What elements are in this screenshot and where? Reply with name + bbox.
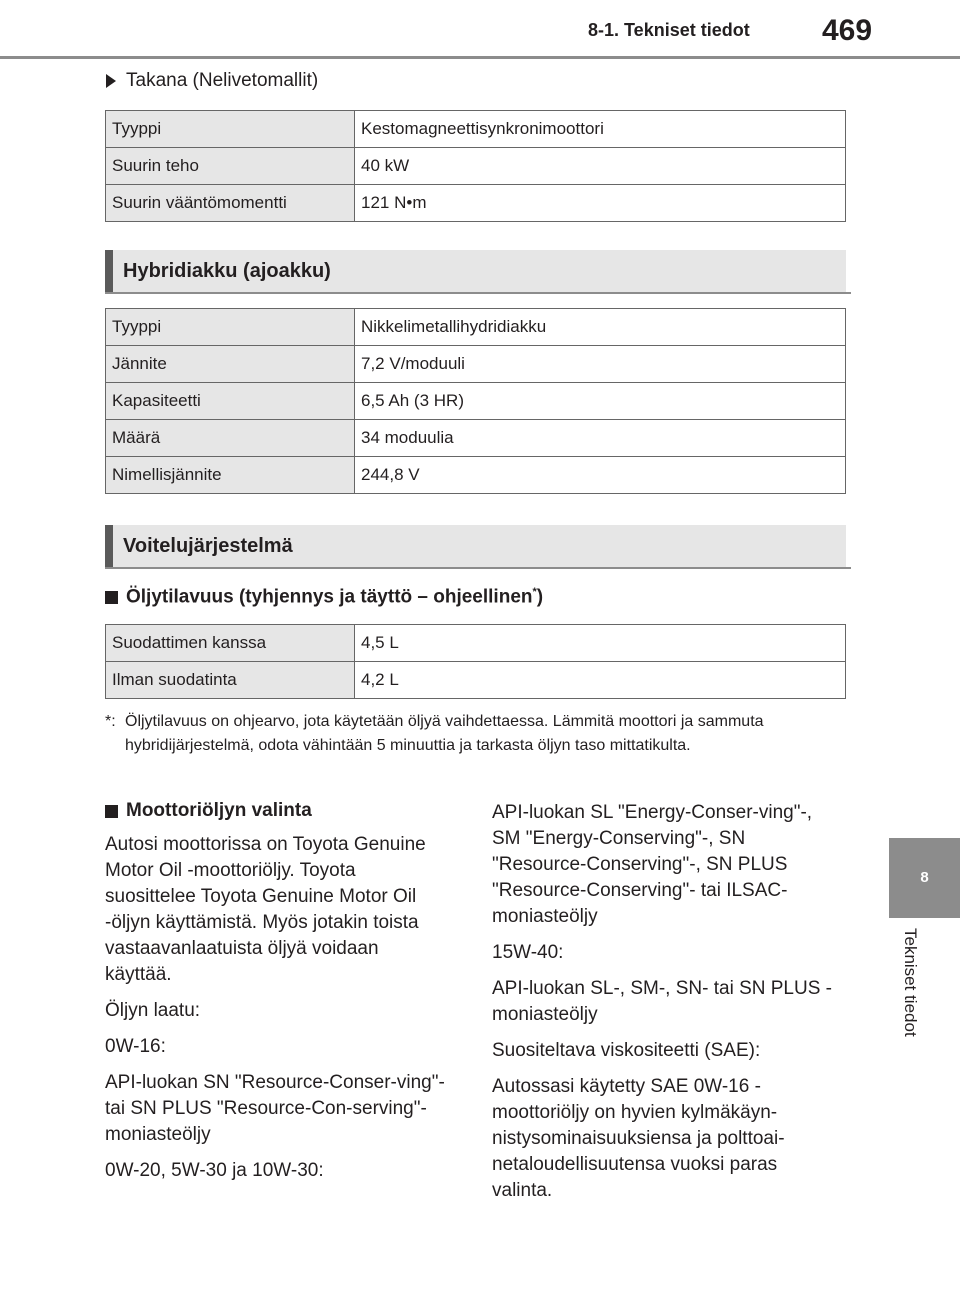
paragraph: Suositeltava viskositeetti (SAE):	[492, 1040, 761, 1061]
footnote-mark: *:	[105, 713, 116, 730]
spec-key: Tyyppi	[106, 111, 355, 148]
oil-left-column	[105, 832, 450, 1194]
spec-key: Määrä	[106, 420, 355, 457]
oil-right-column	[492, 800, 837, 1214]
arrow-right-icon	[106, 74, 116, 88]
footnote	[105, 710, 845, 758]
page-number: 469	[822, 14, 873, 47]
spec-key: Nimellisjännite	[106, 457, 355, 494]
table-row	[106, 148, 846, 185]
header-title: 8-1. Tekniset tiedot	[588, 20, 750, 40]
spec-value: 4,5 L	[355, 625, 846, 662]
spec-key: Jännite	[106, 346, 355, 383]
oil-capacity-table	[105, 624, 846, 699]
spec-value: 40 kW	[355, 148, 846, 185]
oil-selection-title: Moottoriöljyn valinta	[126, 800, 312, 821]
spec-key: Suurin teho	[106, 148, 355, 185]
spec-key: Suurin vääntömomentti	[106, 185, 355, 222]
paragraph: API-luokan SL "Energy-Conser-ving"-, SM "Energy-Conserving"-, SN "Resource-Conserving"-, SN PLUS "Resource-Conserving"- tai ILSAC-moniasteöljy	[492, 802, 813, 927]
lubrication-section-title: Voitelujärjestelmä	[105, 525, 846, 567]
table-row	[106, 662, 846, 699]
table-row	[106, 625, 846, 662]
spec-value: 4,2 L	[355, 662, 846, 699]
square-bullet-icon	[105, 805, 118, 818]
spec-key: Tyyppi	[106, 309, 355, 346]
chapter-label: Tekniset tiedot	[901, 928, 920, 1037]
spec-value: 121 N•m	[355, 185, 846, 222]
rear-motor-table	[105, 110, 846, 222]
table-row	[106, 185, 846, 222]
spec-key: Kapasiteetti	[106, 383, 355, 420]
table-row	[106, 383, 846, 420]
paragraph: API-luokan SL-, SM-, SN- tai SN PLUS -moniasteöljy	[492, 978, 832, 1025]
table-row	[106, 420, 846, 457]
section-rule	[105, 567, 851, 569]
header-rule	[0, 56, 960, 59]
oil-capacity-heading	[105, 586, 543, 608]
paragraph: 15W-40:	[492, 942, 564, 963]
oil-capacity-title: Öljytilavuus (tyhjennys ja täyttö – ohjeellinen	[126, 586, 533, 608]
spec-value: 244,8 V	[355, 457, 846, 494]
section-rule	[105, 292, 851, 294]
table-row	[106, 346, 846, 383]
paragraph: 0W-16:	[105, 1036, 166, 1057]
battery-table	[105, 308, 846, 494]
battery-section-title: Hybridiakku (ajoakku)	[105, 250, 846, 292]
spec-value: 34 moduulia	[355, 420, 846, 457]
table-row	[106, 457, 846, 494]
oil-capacity-title-end: )	[536, 586, 544, 608]
spec-value: Kestomagneettisynkronimoottori	[355, 111, 846, 148]
spec-key: Suodattimen kanssa	[106, 625, 355, 662]
paragraph: Öljyn laatu:	[105, 1000, 201, 1021]
spec-value: Nikkelimetallihydridiakku	[355, 309, 846, 346]
footnote-marker: *	[532, 586, 537, 598]
table-row	[106, 111, 846, 148]
paragraph: Autosi moottorissa on Toyota Genuine Motor Oil -moottoriöljy. Toyota suosittelee Toyota Genuine Motor Oil -öljyn käyttämistä. Myös jotakin toista vastaavanlaatuista öljyä voidaan käyttää.	[105, 834, 426, 985]
oil-selection-heading	[105, 800, 312, 822]
paragraph: API-luokan SN "Resource-Conser-ving"- tai SN PLUS "Resource-Con-serving"-moniasteöljy	[105, 1072, 445, 1145]
spec-value: 6,5 Ah (3 HR)	[355, 383, 846, 420]
chapter-tab: 8	[889, 838, 960, 918]
paragraph: 0W-20, 5W-30 ja 10W-30:	[105, 1160, 324, 1181]
paragraph: Autossasi käytetty SAE 0W-16 -moottoriöljy on hyvien kylmäkäyn-nistysominaisuuksiensa ja polttoai-netaloudellisuutensa vuoksi paras valinta.	[492, 1076, 785, 1201]
spec-value: 7,2 V/moduuli	[355, 346, 846, 383]
square-bullet-icon	[105, 591, 118, 604]
rear-motor-label: Takana (Nelivetomallit)	[126, 70, 319, 91]
rear-motor-heading	[106, 70, 318, 92]
footnote-text: Öljytilavuus on ohjearvo, jota käytetään öljyä vaihdettaessa. Lämmitä moottori ja sammuta hybridijärjestelmä, odota vähintään 5 minuuttia ja tarkasta öljyn taso mittatikulta.	[125, 713, 764, 754]
table-row	[106, 309, 846, 346]
spec-key: Ilman suodatinta	[106, 662, 355, 699]
